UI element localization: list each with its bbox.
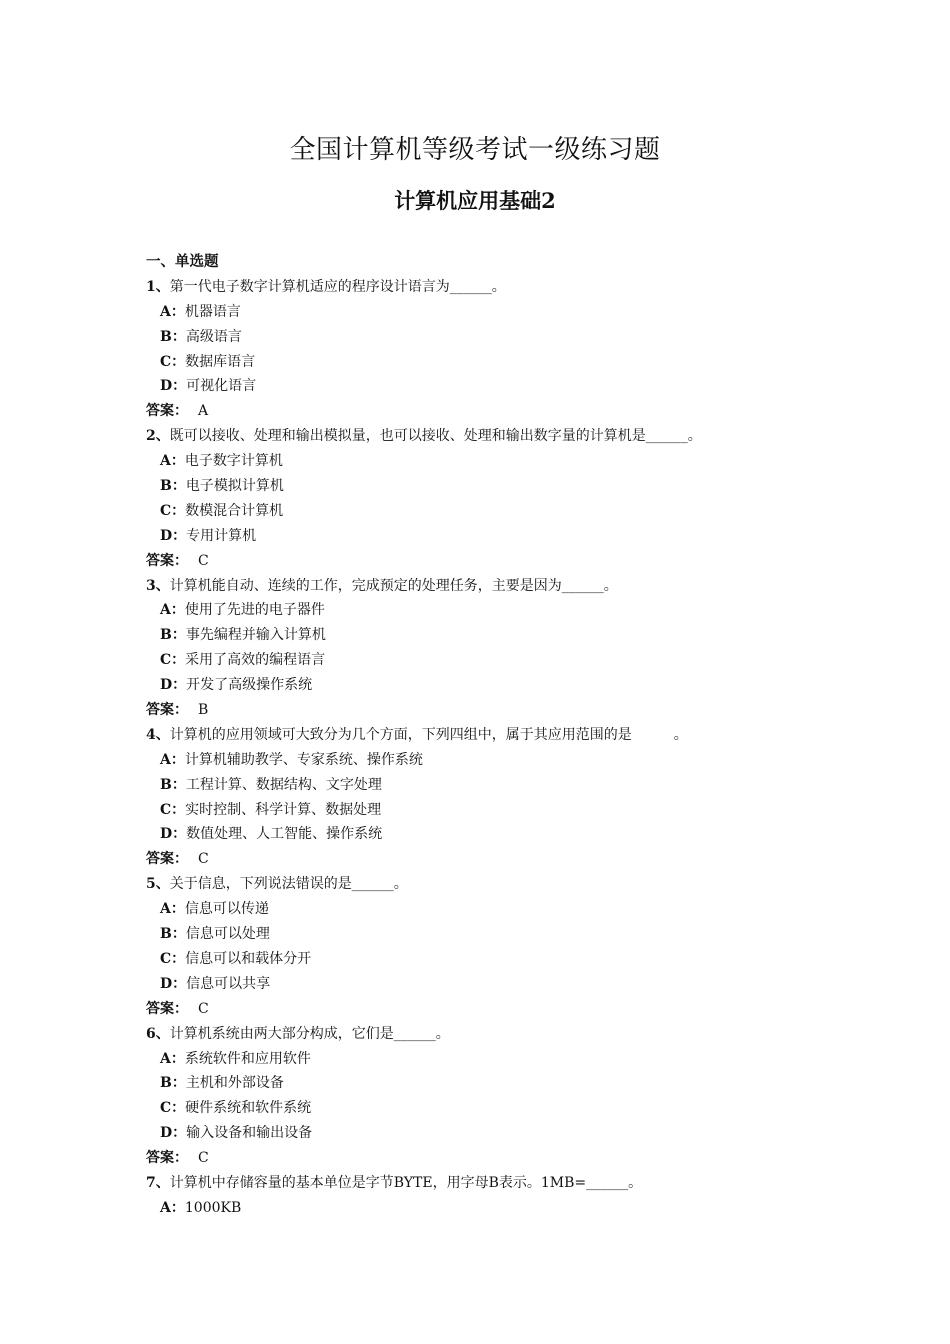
option-letter: B： [160,328,186,345]
option-line [146,1196,846,1221]
option-text: 电子模拟计算机 [185,478,284,495]
option-line [146,325,846,350]
question-number: 7、 [146,1174,170,1191]
question-text: 计算机系统由两大部分构成，它们是______。 [169,1025,450,1042]
option-text: 1000KB [184,1199,242,1216]
option-line [146,822,846,847]
option-line [146,748,846,773]
answer-line [146,549,846,574]
question-block [146,424,846,573]
option-text: 信息可以传递 [184,901,269,918]
option-line [146,300,846,325]
option-line [146,374,846,399]
question-number: 2、 [146,428,170,445]
option-line [146,773,846,798]
question-text-line [146,275,846,300]
page-title: 全国计算机等级考试一级练习题 [289,135,661,165]
option-text: 实时控制、科学计算、数据处理 [185,801,382,818]
questions-container [146,275,846,1221]
question-block [146,723,846,872]
option-letter: A： [160,1199,185,1216]
question-text: 第一代电子数字计算机适应的程序设计语言为______。 [169,278,506,295]
option-text: 主机和外部设备 [185,1075,284,1092]
page-subtitle: 计算机应用基础2 [394,188,556,213]
question-text-line [146,1022,846,1047]
option-text: 事先编程并输入计算机 [185,627,326,644]
option-line [146,1047,846,1072]
option-text: 电子数字计算机 [184,453,283,470]
question-list [146,250,846,1221]
option-line [146,474,846,499]
answer-label: 答案： [146,851,188,868]
question-block [146,872,846,1021]
option-letter: A： [160,303,185,320]
question-text-line [146,1171,846,1196]
section-heading: 一、单选题 [146,253,219,270]
option-text: 数模混合计算机 [185,502,284,519]
question-block [146,1171,846,1221]
question-number: 6、 [146,1025,170,1042]
answer-label: 答案： [146,1150,188,1167]
option-letter: A： [160,453,185,470]
answer-line [146,847,846,872]
option-letter: C： [160,652,186,669]
option-letter: D： [160,826,187,843]
option-line [146,798,846,823]
answer-value: C [198,1000,209,1017]
option-line [146,449,846,474]
answer-line [146,399,846,424]
option-line [146,922,846,947]
option-line [146,972,846,997]
option-text: 信息可以和载体分开 [185,950,312,967]
option-letter: D： [160,378,187,395]
option-letter: D： [160,1125,187,1142]
question-block [146,275,846,424]
answer-label: 答案： [146,1000,188,1017]
option-text: 数值处理、人工智能、操作系统 [186,826,383,843]
option-text: 采用了高效的编程语言 [185,652,326,669]
option-text: 机器语言 [184,303,241,320]
question-text-line [146,574,846,599]
option-text: 开发了高级操作系统 [186,677,313,694]
option-line [146,1121,846,1146]
option-text: 使用了先进的电子器件 [184,602,325,619]
option-letter: D： [160,975,187,992]
option-letter: A： [160,751,185,768]
option-line [146,499,846,524]
question-text: 计算机能自动、连续的工作，完成预定的处理任务，主要是因为______。 [169,577,618,594]
answer-value: B [198,702,209,719]
question-text-line [146,723,846,748]
option-text: 硬件系统和软件系统 [185,1100,312,1117]
question-text: 计算机的应用领域可大致分为几个方面，下列四组中，属于其应用范围的是 。 [169,726,688,743]
answer-value: C [198,851,209,868]
answer-label: 答案： [146,702,188,719]
answer-label: 答案： [146,403,188,420]
option-text: 专用计算机 [186,527,257,544]
answer-value: A [198,403,209,420]
option-line [146,648,846,673]
answer-line [146,1146,846,1171]
option-text: 可视化语言 [186,378,257,395]
option-line [146,350,846,375]
option-text: 系统软件和应用软件 [184,1050,311,1067]
option-letter: D： [160,527,187,544]
option-letter: B： [160,776,186,793]
option-letter: B： [160,926,186,943]
answer-value: C [198,1150,209,1167]
option-letter: C： [160,950,186,967]
question-block [146,574,846,723]
option-text: 计算机辅助教学、专家系统、操作系统 [184,751,423,768]
option-letter: A： [160,1050,185,1067]
question-text: 既可以接收、处理和输出模拟量，也可以接收、处理和输出数字量的计算机是______。 [169,428,702,445]
question-block [146,1022,846,1171]
option-text: 数据库语言 [185,353,256,370]
question-number: 3、 [146,577,170,594]
question-text-line [146,424,846,449]
question-text: 关于信息，下列说法错误的是______。 [169,876,408,893]
option-letter: C： [160,502,186,519]
option-line [146,598,846,623]
option-line [146,1096,846,1121]
option-text: 高级语言 [185,328,242,345]
option-letter: B： [160,1075,186,1092]
option-text: 信息可以处理 [185,926,270,943]
option-line [146,897,846,922]
question-number: 4、 [146,726,170,743]
option-letter: D： [160,677,187,694]
option-letter: A： [160,602,185,619]
option-letter: C： [160,1100,186,1117]
option-text: 工程计算、数据结构、文字处理 [185,776,382,793]
answer-line [146,997,846,1022]
option-letter: C： [160,801,186,818]
option-line [146,947,846,972]
option-text: 信息可以共享 [186,975,271,992]
option-text: 输入设备和输出设备 [186,1125,313,1142]
answer-line [146,698,846,723]
option-letter: B： [160,478,186,495]
option-letter: B： [160,627,186,644]
question-text: 计算机中存储容量的基本单位是字节BYTE，用字母B表示。1MB=______。 [169,1174,643,1191]
option-letter: C： [160,353,186,370]
option-line [146,1071,846,1096]
option-letter: A： [160,901,185,918]
option-line [146,524,846,549]
answer-value: C [198,552,209,569]
answer-label: 答案： [146,552,188,569]
option-line [146,623,846,648]
question-number: 5、 [146,876,170,893]
option-line [146,673,846,698]
question-number: 1、 [146,278,170,295]
question-text-line [146,872,846,897]
